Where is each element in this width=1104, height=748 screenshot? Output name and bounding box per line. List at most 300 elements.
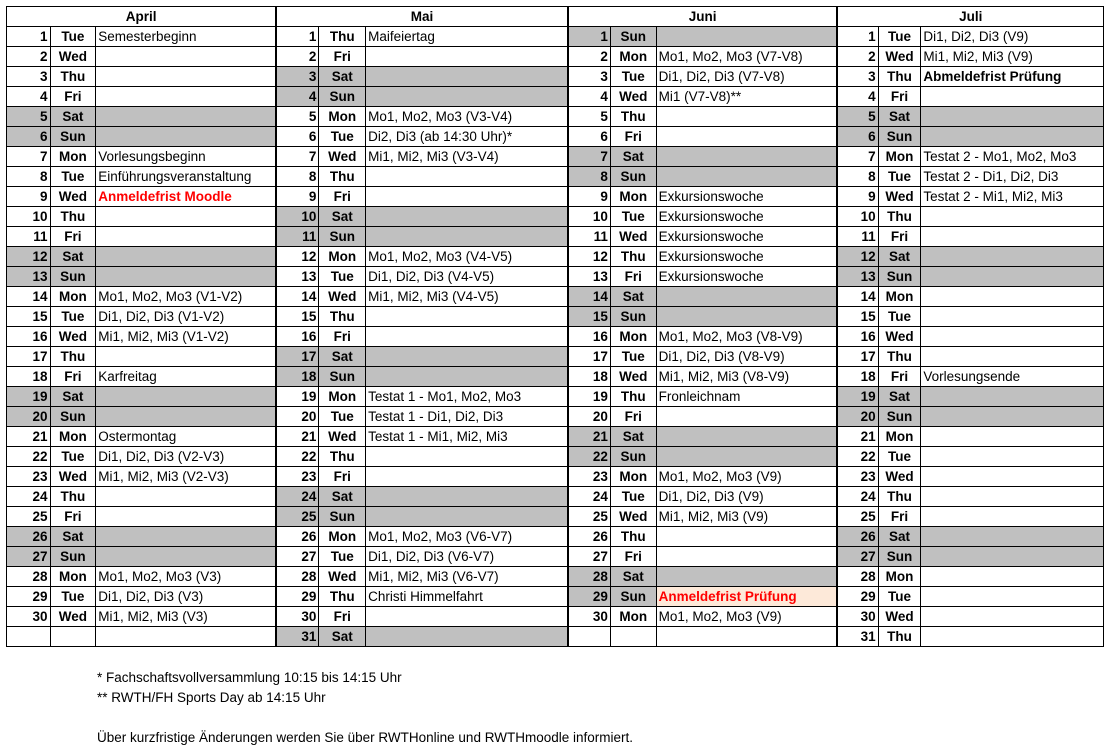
day-event — [921, 607, 1104, 627]
day-event: Mi1, Mi2, Mi3 (V9) — [921, 47, 1104, 67]
day-event — [366, 207, 568, 227]
day-event — [366, 607, 568, 627]
day-event — [366, 47, 568, 67]
day-event: Exkursionswoche — [656, 187, 837, 207]
day-event — [921, 247, 1104, 267]
day-number: 6 — [568, 127, 611, 147]
day-number: 3 — [837, 67, 878, 87]
calendar-row — [7, 247, 1104, 267]
weekday: Sun — [319, 367, 366, 387]
day-number: 4 — [276, 87, 319, 107]
weekday: Sun — [610, 447, 656, 467]
day-event: Christi Himmelfahrt — [366, 587, 568, 607]
weekday: Sat — [50, 107, 96, 127]
weekday: Fri — [610, 267, 656, 287]
day-number: 1 — [276, 27, 319, 47]
day-event: Mo1, Mo2, Mo3 (V3-V4) — [366, 107, 568, 127]
weekday: Sun — [50, 267, 96, 287]
weekday: Wed — [50, 467, 96, 487]
weekday: Sun — [878, 547, 921, 567]
day-number: 9 — [837, 187, 878, 207]
day-event — [366, 87, 568, 107]
day-event: Exkursionswoche — [656, 207, 837, 227]
day-number: 1 — [837, 27, 878, 47]
day-number: 12 — [276, 247, 319, 267]
day-event — [96, 227, 277, 247]
day-event: Anmeldefrist Prüfung — [656, 587, 837, 607]
weekday: Tue — [878, 447, 921, 467]
day-number: 23 — [276, 467, 319, 487]
day-number: 31 — [837, 627, 878, 647]
day-event — [921, 587, 1104, 607]
weekday: Fri — [319, 47, 366, 67]
calendar-row — [7, 327, 1104, 347]
day-event: Mi1, Mi2, Mi3 (V4-V5) — [366, 287, 568, 307]
weekday: Thu — [878, 347, 921, 367]
calendar-row — [7, 547, 1104, 567]
calendar-row — [7, 107, 1104, 127]
weekday: Tue — [50, 447, 96, 467]
day-number: 28 — [568, 567, 611, 587]
weekday: Fri — [50, 227, 96, 247]
weekday: Wed — [319, 147, 366, 167]
calendar-row — [7, 187, 1104, 207]
weekday: Thu — [610, 247, 656, 267]
weekday: Wed — [319, 287, 366, 307]
weekday: Thu — [610, 107, 656, 127]
day-number: 14 — [7, 287, 51, 307]
day-number: 23 — [7, 467, 51, 487]
day-event — [96, 507, 277, 527]
day-event: Di1, Di2, Di3 (V1-V2) — [96, 307, 277, 327]
weekday: Tue — [319, 547, 366, 567]
day-event — [366, 627, 568, 647]
day-number: 22 — [7, 447, 51, 467]
day-number: 12 — [7, 247, 51, 267]
day-event — [921, 307, 1104, 327]
weekday: Fri — [610, 127, 656, 147]
weekday: Fri — [878, 507, 921, 527]
day-event — [656, 167, 837, 187]
day-number: 5 — [276, 107, 319, 127]
calendar-row — [7, 307, 1104, 327]
day-event — [921, 447, 1104, 467]
day-event — [921, 87, 1104, 107]
weekday: Wed — [878, 327, 921, 347]
calendar-row — [7, 527, 1104, 547]
calendar-row — [7, 627, 1104, 647]
day-number: 15 — [276, 307, 319, 327]
day-event — [366, 487, 568, 507]
day-number: 28 — [7, 567, 51, 587]
weekday: Tue — [610, 347, 656, 367]
calendar-row — [7, 147, 1104, 167]
day-event: Di2, Di3 (ab 14:30 Uhr)* — [366, 127, 568, 147]
day-number: 17 — [7, 347, 51, 367]
day-number: 28 — [837, 567, 878, 587]
calendar-row — [7, 407, 1104, 427]
day-number: 19 — [837, 387, 878, 407]
day-number: 29 — [837, 587, 878, 607]
day-number: 7 — [7, 147, 51, 167]
calendar-row — [7, 227, 1104, 247]
weekday: Sat — [878, 387, 921, 407]
day-event: Ostermontag — [96, 427, 277, 447]
weekday: Fri — [319, 327, 366, 347]
day-number: 7 — [837, 147, 878, 167]
day-number: 21 — [7, 427, 51, 447]
calendar-row — [7, 607, 1104, 627]
day-number: 26 — [568, 527, 611, 547]
weekday: Mon — [878, 287, 921, 307]
weekday: Thu — [319, 307, 366, 327]
day-number: 5 — [7, 107, 51, 127]
weekday: Wed — [50, 47, 96, 67]
weekday: Fri — [319, 607, 366, 627]
weekday: Wed — [319, 427, 366, 447]
day-number: 22 — [276, 447, 319, 467]
day-event: Vorlesungsende — [921, 367, 1104, 387]
day-number: 8 — [7, 167, 51, 187]
weekday: Mon — [610, 607, 656, 627]
day-event — [366, 367, 568, 387]
weekday: Tue — [50, 167, 96, 187]
day-event — [656, 447, 837, 467]
day-event: Exkursionswoche — [656, 227, 837, 247]
weekday: Fri — [878, 87, 921, 107]
day-number: 1 — [7, 27, 51, 47]
day-event: Mo1, Mo2, Mo3 (V1-V2) — [96, 287, 277, 307]
footnote-assembly: * Fachschaftsvollversammlung 10:15 bis 14:15 Uhr — [97, 670, 402, 685]
day-event — [96, 267, 277, 287]
day-event: Mi1, Mi2, Mi3 (V9) — [656, 507, 837, 527]
day-number: 5 — [837, 107, 878, 127]
day-number: 8 — [276, 167, 319, 187]
day-number: 18 — [7, 367, 51, 387]
day-event — [921, 407, 1104, 427]
weekday: Sun — [319, 227, 366, 247]
day-number: 16 — [276, 327, 319, 347]
day-event — [366, 347, 568, 367]
day-event: Fronleichnam — [656, 387, 837, 407]
weekday: Mon — [319, 247, 366, 267]
calendar-row — [7, 447, 1104, 467]
day-event — [921, 287, 1104, 307]
weekday: Sat — [878, 107, 921, 127]
day-event — [921, 567, 1104, 587]
day-event: Mo1, Mo2, Mo3 (V8-V9) — [656, 327, 837, 347]
weekday: Tue — [610, 487, 656, 507]
empty-cell — [50, 627, 96, 647]
day-number: 29 — [568, 587, 611, 607]
semester-calendar — [6, 6, 1104, 647]
weekday: Mon — [610, 467, 656, 487]
weekday: Mon — [50, 287, 96, 307]
weekday: Mon — [610, 327, 656, 347]
empty-cell — [96, 627, 277, 647]
day-event — [921, 547, 1104, 567]
day-event — [96, 107, 277, 127]
day-event — [921, 427, 1104, 447]
day-number: 26 — [276, 527, 319, 547]
day-event: Mo1, Mo2, Mo3 (V7-V8) — [656, 47, 837, 67]
weekday: Fri — [50, 87, 96, 107]
day-event: Anmeldefrist Moodle — [96, 187, 277, 207]
day-event — [921, 327, 1104, 347]
day-number: 15 — [568, 307, 611, 327]
day-event — [96, 127, 277, 147]
weekday: Sat — [50, 387, 96, 407]
day-number: 24 — [276, 487, 319, 507]
calendar-row — [7, 507, 1104, 527]
weekday: Mon — [50, 567, 96, 587]
day-event — [96, 207, 277, 227]
weekday: Thu — [878, 207, 921, 227]
calendar-row — [7, 27, 1104, 47]
day-event: Di1, Di2, Di3 (V2-V3) — [96, 447, 277, 467]
empty-cell — [568, 627, 611, 647]
empty-cell — [7, 627, 51, 647]
day-event: Mi1 (V7-V8)** — [656, 87, 837, 107]
weekday: Sun — [50, 407, 96, 427]
day-event: Di1, Di2, Di3 (V7-V8) — [656, 67, 837, 87]
day-event — [656, 547, 837, 567]
day-number: 14 — [837, 287, 878, 307]
weekday: Fri — [878, 367, 921, 387]
day-number: 13 — [837, 267, 878, 287]
weekday: Thu — [50, 67, 96, 87]
weekday: Mon — [878, 427, 921, 447]
weekday: Thu — [610, 387, 656, 407]
weekday: Fri — [610, 407, 656, 427]
day-event: Mo1, Mo2, Mo3 (V9) — [656, 607, 837, 627]
weekday: Thu — [319, 447, 366, 467]
weekday: Thu — [610, 527, 656, 547]
weekday: Sat — [319, 627, 366, 647]
day-event — [656, 427, 837, 447]
calendar-grid — [6, 6, 1104, 647]
calendar-row — [7, 367, 1104, 387]
day-event: Mi1, Mi2, Mi3 (V2-V3) — [96, 467, 277, 487]
weekday: Mon — [610, 187, 656, 207]
day-event — [366, 167, 568, 187]
weekday: Wed — [878, 187, 921, 207]
month-header-april: April — [7, 7, 277, 27]
day-number: 25 — [276, 507, 319, 527]
day-number: 17 — [568, 347, 611, 367]
day-number: 2 — [7, 47, 51, 67]
weekday: Sun — [319, 507, 366, 527]
day-number: 14 — [568, 287, 611, 307]
day-number: 13 — [568, 267, 611, 287]
calendar-row — [7, 87, 1104, 107]
day-event — [96, 47, 277, 67]
day-event: Semesterbeginn — [96, 27, 277, 47]
weekday: Thu — [319, 27, 366, 47]
day-event: Karfreitag — [96, 367, 277, 387]
day-event: Mi1, Mi2, Mi3 (V6-V7) — [366, 567, 568, 587]
day-number: 19 — [276, 387, 319, 407]
day-event — [656, 407, 837, 427]
day-event — [656, 127, 837, 147]
day-number: 25 — [7, 507, 51, 527]
day-number: 27 — [276, 547, 319, 567]
day-event — [921, 527, 1104, 547]
day-number: 2 — [276, 47, 319, 67]
day-event: Mi1, Mi2, Mi3 (V3) — [96, 607, 277, 627]
weekday: Sat — [610, 287, 656, 307]
day-number: 21 — [837, 427, 878, 447]
day-event: Testat 2 - Di1, Di2, Di3 — [921, 167, 1104, 187]
month-header-juli: Juli — [837, 7, 1103, 27]
day-event — [366, 467, 568, 487]
day-event — [921, 487, 1104, 507]
day-number: 22 — [837, 447, 878, 467]
weekday: Wed — [878, 607, 921, 627]
day-event — [656, 287, 837, 307]
day-number: 3 — [276, 67, 319, 87]
day-number: 10 — [837, 207, 878, 227]
weekday: Mon — [319, 527, 366, 547]
weekday: Sat — [319, 347, 366, 367]
month-header-juni: Juni — [568, 7, 838, 27]
weekday: Sat — [319, 207, 366, 227]
day-event: Mi1, Mi2, Mi3 (V1-V2) — [96, 327, 277, 347]
footnote-changes-info: Über kurzfristige Änderungen werden Sie über RWTHonline und RWTHmoodle informiert. — [97, 730, 633, 745]
day-event — [366, 187, 568, 207]
day-number: 29 — [276, 587, 319, 607]
weekday: Mon — [50, 427, 96, 447]
calendar-row — [7, 127, 1104, 147]
calendar-row — [7, 587, 1104, 607]
calendar-row — [7, 467, 1104, 487]
day-event — [656, 27, 837, 47]
day-number: 19 — [568, 387, 611, 407]
weekday: Sat — [878, 527, 921, 547]
weekday: Wed — [50, 187, 96, 207]
day-event — [366, 67, 568, 87]
day-event — [366, 307, 568, 327]
day-number: 16 — [568, 327, 611, 347]
day-event — [96, 387, 277, 407]
weekday: Wed — [50, 327, 96, 347]
weekday: Tue — [319, 127, 366, 147]
weekday: Sat — [319, 67, 366, 87]
weekday: Tue — [50, 587, 96, 607]
day-number: 21 — [568, 427, 611, 447]
weekday: Sun — [319, 87, 366, 107]
weekday: Mon — [319, 107, 366, 127]
day-number: 24 — [7, 487, 51, 507]
day-number: 25 — [837, 507, 878, 527]
weekday: Sat — [878, 247, 921, 267]
day-event — [921, 107, 1104, 127]
weekday: Tue — [610, 207, 656, 227]
day-number: 9 — [276, 187, 319, 207]
weekday: Fri — [610, 547, 656, 567]
weekday: Tue — [50, 27, 96, 47]
day-event: Di1, Di2, Di3 (V6-V7) — [366, 547, 568, 567]
day-number: 20 — [837, 407, 878, 427]
day-event — [921, 507, 1104, 527]
day-event: Mo1, Mo2, Mo3 (V3) — [96, 567, 277, 587]
calendar-row — [7, 387, 1104, 407]
weekday: Wed — [319, 567, 366, 587]
weekday: Sun — [50, 127, 96, 147]
weekday: Sat — [610, 427, 656, 447]
weekday: Thu — [50, 207, 96, 227]
day-event — [921, 227, 1104, 247]
day-number: 22 — [568, 447, 611, 467]
day-number: 6 — [7, 127, 51, 147]
empty-cell — [656, 627, 837, 647]
weekday: Tue — [878, 167, 921, 187]
footnotes — [97, 668, 633, 748]
day-event: Di1, Di2, Di3 (V3) — [96, 587, 277, 607]
weekday: Fri — [50, 367, 96, 387]
weekday: Sun — [610, 167, 656, 187]
weekday: Sun — [878, 267, 921, 287]
day-number: 30 — [568, 607, 611, 627]
day-number: 28 — [276, 567, 319, 587]
day-event: Abmeldefrist Prüfung — [921, 67, 1104, 87]
weekday: Tue — [878, 307, 921, 327]
calendar-row — [7, 67, 1104, 87]
day-number: 26 — [7, 527, 51, 547]
day-event — [96, 247, 277, 267]
weekday: Sun — [610, 587, 656, 607]
day-event: Testat 2 - Mi1, Mi2, Mi3 — [921, 187, 1104, 207]
day-number: 6 — [276, 127, 319, 147]
day-event: Exkursionswoche — [656, 267, 837, 287]
day-event — [96, 87, 277, 107]
day-number: 17 — [837, 347, 878, 367]
day-number: 3 — [568, 67, 611, 87]
weekday: Tue — [319, 407, 366, 427]
day-event — [921, 627, 1104, 647]
day-event — [656, 527, 837, 547]
day-number: 26 — [837, 527, 878, 547]
weekday: Mon — [50, 147, 96, 167]
day-number: 13 — [276, 267, 319, 287]
weekday: Sun — [610, 27, 656, 47]
weekday: Sat — [50, 527, 96, 547]
day-number: 20 — [568, 407, 611, 427]
day-event — [366, 227, 568, 247]
day-number: 18 — [837, 367, 878, 387]
weekday: Mon — [878, 567, 921, 587]
weekday: Thu — [319, 167, 366, 187]
weekday: Wed — [50, 607, 96, 627]
weekday: Thu — [878, 627, 921, 647]
day-number: 2 — [568, 47, 611, 67]
day-event — [96, 67, 277, 87]
weekday: Mon — [878, 147, 921, 167]
day-number: 11 — [7, 227, 51, 247]
weekday: Fri — [319, 187, 366, 207]
day-number: 12 — [837, 247, 878, 267]
weekday: Sat — [319, 487, 366, 507]
calendar-row — [7, 567, 1104, 587]
day-event — [921, 207, 1104, 227]
day-number: 9 — [7, 187, 51, 207]
day-number: 21 — [276, 427, 319, 447]
day-number: 15 — [7, 307, 51, 327]
day-number: 24 — [568, 487, 611, 507]
day-number: 17 — [276, 347, 319, 367]
weekday: Thu — [878, 67, 921, 87]
weekday: Thu — [50, 347, 96, 367]
